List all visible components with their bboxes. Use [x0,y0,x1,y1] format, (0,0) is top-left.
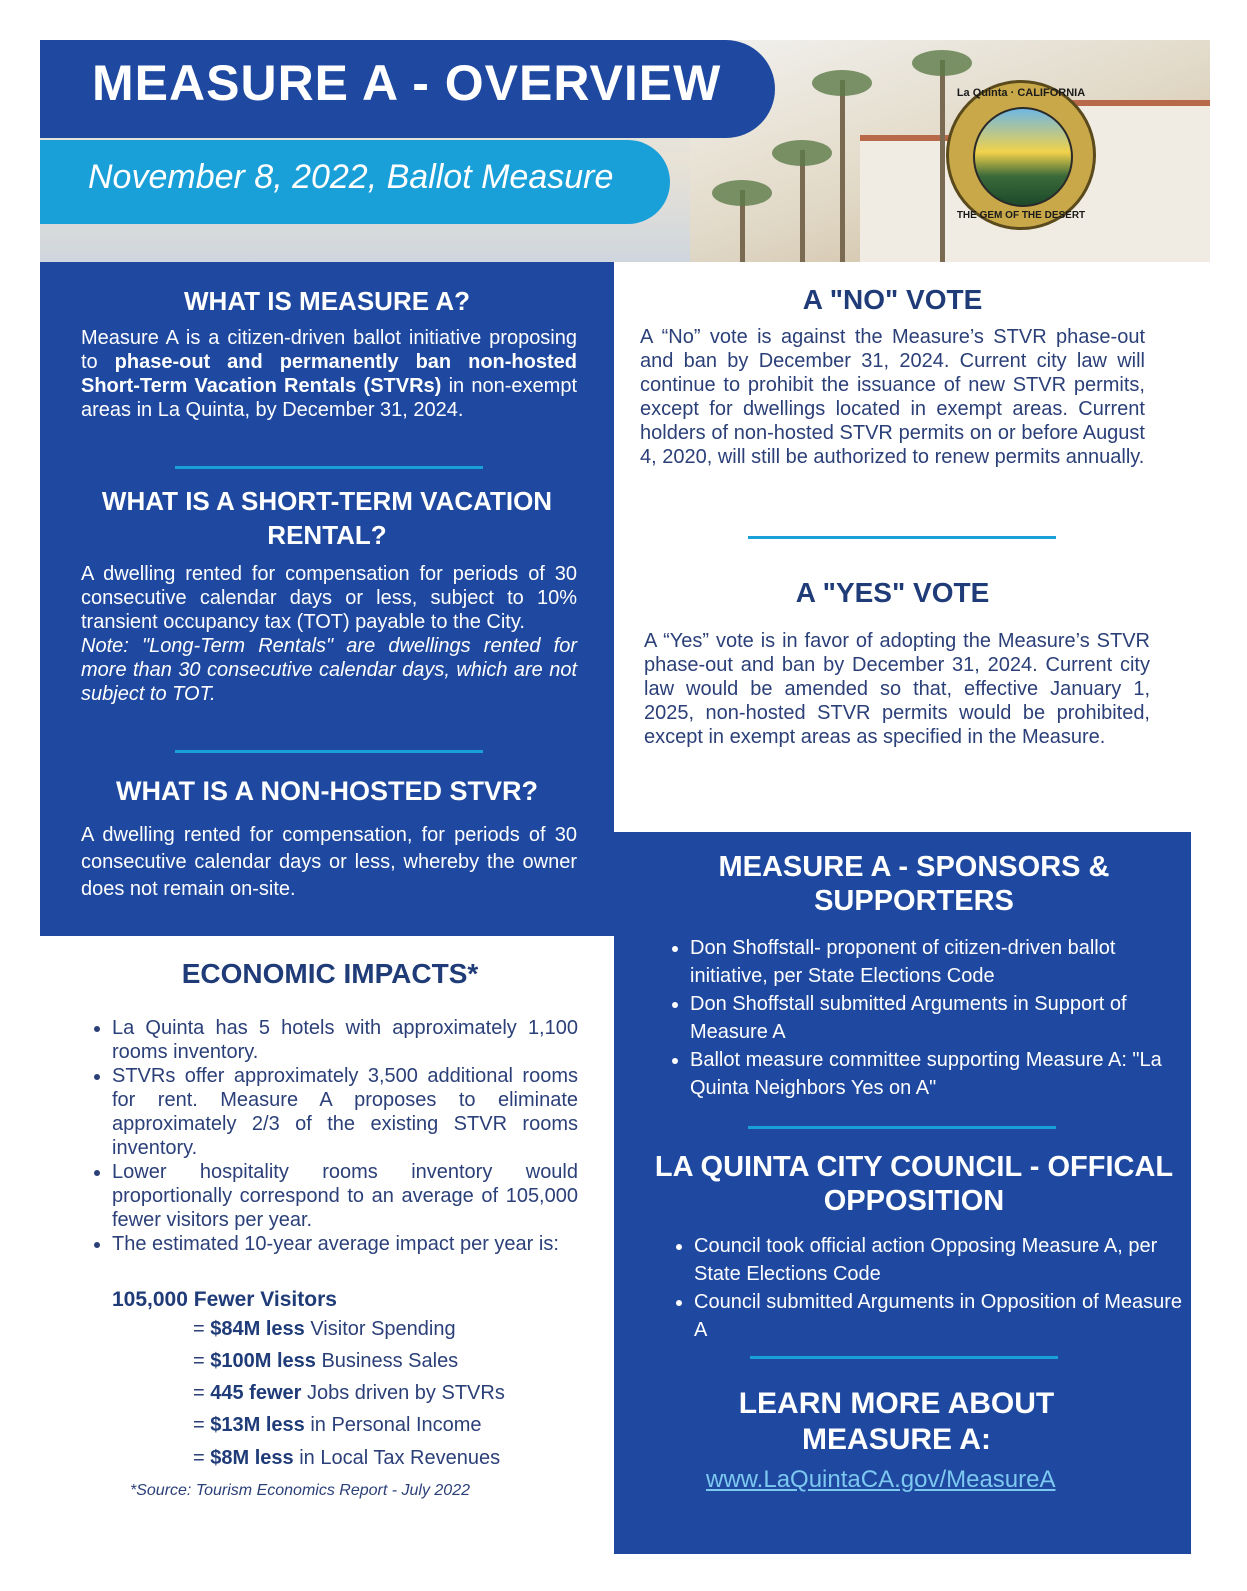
photo-palm-fronds [812,70,872,96]
impact-label: Jobs driven by STVRs [301,1382,505,1404]
impact-amount: $84M less [210,1318,305,1340]
divider [748,536,1056,539]
impact-line [193,1350,458,1373]
heading-economic-impacts: ECONOMIC IMPACTS* [181,958,479,989]
divider [175,466,483,469]
divider [750,1356,1058,1359]
right-info-panel [614,832,1191,1554]
impact-line [193,1318,456,1341]
list-item: • Don Shoffstall submitted Arguments in Support of Measure A [690,990,1170,1046]
heading-no-vote: A "NO" VOTE [802,284,983,315]
list-item: • Council took official action Opposing Measure A, per State Elections Code [694,1232,1194,1288]
divider [748,1126,1056,1129]
photo-palm [840,80,845,262]
heading-yes-vote: A "YES" VOTE [795,577,990,608]
city-seal-logo [946,80,1096,230]
measure-a-text-2: in non-exempt areas in La Quinta, by December 31, 2024. [81,375,577,421]
list-item: • STVRs offer approximately 3,500 additional rooms for rent. Measure A proposes to eliminate approximately 2/3 of the existing STVR rooms inventory. [112,1064,578,1160]
list-item: • Don Shoffstall- proponent of citizen-driven ballot initiative, per State Elections Code [690,934,1170,990]
heading-what-is-stvr: WHAT IS A SHORT-TERM VACATION RENTAL? [101,486,553,550]
impact-amount: 445 fewer [210,1382,302,1404]
left-info-panel [40,262,614,936]
impact-amount: $13M less [210,1414,305,1436]
heading-sponsors: MEASURE A - SPONSORS & SUPPORTERS [718,851,1110,917]
equals-sign: = [193,1447,211,1469]
heading-learn-more: LEARN MORE ABOUT MEASURE A: [738,1387,1055,1456]
list-item: • Council submitted Arguments in Opposition of Measure A [694,1288,1194,1344]
measure-a-text-1: Measure A is a citizen-driven ballot initiative proposing to [81,327,577,373]
impact-label: Business Sales [315,1350,459,1372]
sponsors-bullet-list [662,934,1170,1102]
page-subtitle: November 8, 2022, Ballot Measure [88,158,614,196]
list-item: • Ballot measure committee supporting Measure A: "La Quinta Neighbors Yes on A" [690,1046,1170,1102]
fewer-visitors-label: 105,000 Fewer Visitors [112,1288,337,1311]
stvr-text: A dwelling rented for compensation for periods of 30 consecutive calendar days or less, subject to 10% transient occupancy tax (TOT) payable to the City. [81,563,577,633]
title-bar [40,40,775,138]
subtitle-bar [40,140,670,224]
yes-vote-description: A “Yes” vote is in favor of adopting the Measure’s STVR phase-out and ban by December 31, 2024. Current city law would be amended so that, effective January 1, 2025, non-hosted STVR permits would be prohibited, except in exempt areas as specified in the Measure. [644,630,1150,748]
photo-palm-fronds [912,50,972,76]
impact-label: in Local Tax Revenues [293,1447,501,1469]
impact-line [193,1414,482,1437]
stvr-note: Note: "Long-Term Rentals" are dwellings rented for more than 30 consecutive calendar days, which are not subject to TOT. [81,635,577,705]
photo-palm [940,60,945,262]
impact-line [193,1382,505,1405]
divider [175,750,483,753]
impact-label: in Personal Income [304,1414,482,1436]
no-vote-description: A “No” vote is against the Measure’s STVR phase-out and ban by December 31, 2024. Current city law will continue to prohibit the issuance of new STVR permits, except for dwellings located in exempt areas. Current holders of non-hosted STVR permits on or before August 4, 2020, will still be authorized to renew permits annually. [640,326,1145,468]
equals-sign: = [193,1350,211,1372]
impact-line [193,1447,500,1470]
seal-emblem [973,107,1073,207]
impact-amount: $8M less [210,1447,294,1469]
source-footnote: *Source: Tourism Economics Report - July 2022 [130,1482,470,1499]
heading-city-council: LA QUINTA CITY COUNCIL - OFFICAL OPPOSITION [654,1151,1174,1217]
impact-label: Visitor Spending [304,1318,456,1340]
economic-bullet-list [82,1016,578,1256]
non-hosted-description: A dwelling rented for compensation, for periods of 30 consecutive calendar days or less, whereby the owner does not remain on-site. [81,824,577,900]
stvr-description [81,562,577,706]
heading-what-is-measure-a: WHAT IS MEASURE A? [184,286,470,316]
measure-a-description [81,326,577,422]
council-bullet-list [666,1232,1194,1344]
seal-bottom-text: THE GEM OF THE DESERT [956,210,1086,221]
page-title: MEASURE A - OVERVIEW [92,55,722,111]
list-item: • La Quinta has 5 hotels with approximately 1,100 rooms inventory. [112,1016,578,1064]
measure-a-website-link[interactable]: www.LaQuintaCA.gov/MeasureA [706,1466,1056,1493]
measure-a-text-bold: phase-out and permanently ban non-hosted Short-Term Vacation Rentals (STVRs) [81,351,577,397]
photo-palm-fronds [712,180,772,206]
equals-sign: = [193,1414,211,1436]
list-item: • Lower hospitality rooms inventory would proportionally correspond to an average of 105,000 fewer visitors per year. [112,1160,578,1232]
photo-palm [800,150,805,262]
seal-top-text: La Quinta · CALIFORNIA [956,87,1086,99]
impact-amount: $100M less [210,1350,316,1372]
photo-palm-fronds [772,140,832,166]
equals-sign: = [193,1318,211,1340]
equals-sign: = [193,1382,211,1404]
list-item: • The estimated 10-year average impact per year is: [112,1232,578,1256]
heading-non-hosted-stvr: WHAT IS A NON-HOSTED STVR? [116,776,538,806]
